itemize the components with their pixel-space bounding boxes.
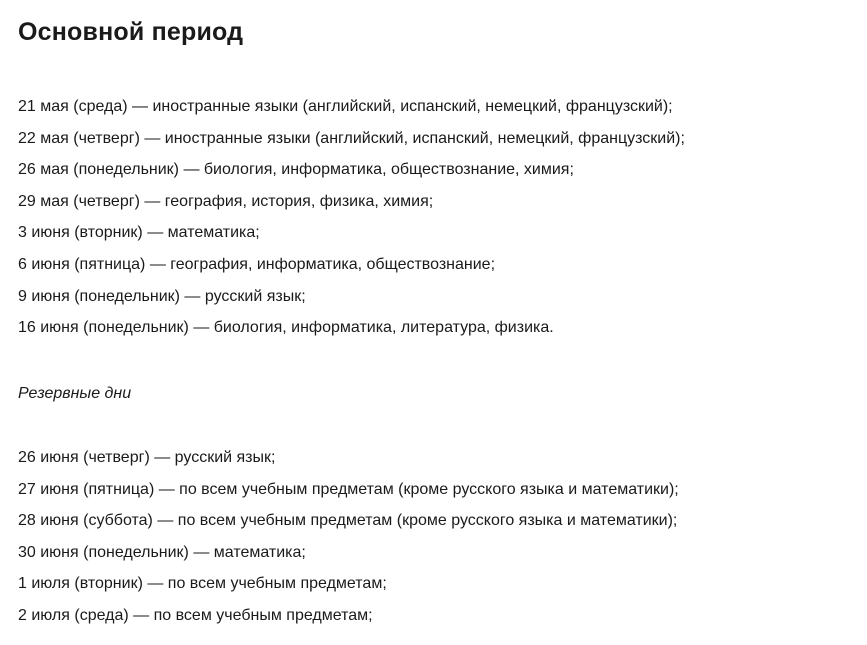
list-item: 9 июня (понедельник) — русский язык; — [18, 287, 306, 305]
list-item: 16 июня (понедельник) — биология, информатика, литература, физика. — [18, 319, 554, 337]
list-item: 26 июня (четверг) — русский язык; — [18, 449, 276, 466]
list-item: 29 мая (четверг) — география, история, физика, химия; — [18, 192, 434, 210]
reserve-days-heading: Резервные дни — [18, 385, 132, 402]
list-item: 1 июля (вторник) — по всем учебным предметам; — [18, 575, 387, 593]
list-item: 21 мая (среда) — иностранные языки (английский, испанский, немецкий, французский); — [18, 98, 673, 115]
list-item: 28 июня (суббота) — по всем учебным предметам (кроме русского языка и математики); — [18, 512, 678, 530]
list-item: 3 июня (вторник) — математика; — [18, 224, 260, 242]
list-item: 26 мая (понедельник) — биология, информатика, обществознание, химия; — [18, 161, 574, 179]
list-item: 2 июля (среда) — по всем учебным предметам; — [18, 606, 373, 624]
list-item: 30 июня (понедельник) — математика; — [18, 543, 306, 561]
reserve-days-list — [18, 448, 679, 638]
list-item: 27 июня (пятница) — по всем учебным предметам (кроме русского языка и математики); — [18, 480, 679, 498]
page-title: Основной период — [18, 18, 244, 46]
main-period-list — [18, 97, 685, 350]
list-item: 6 июня (пятница) — география, информатика, обществознание; — [18, 255, 496, 273]
list-item: 22 мая (четверг) — иностранные языки (английский, испанский, немецкий, французский); — [18, 129, 685, 147]
